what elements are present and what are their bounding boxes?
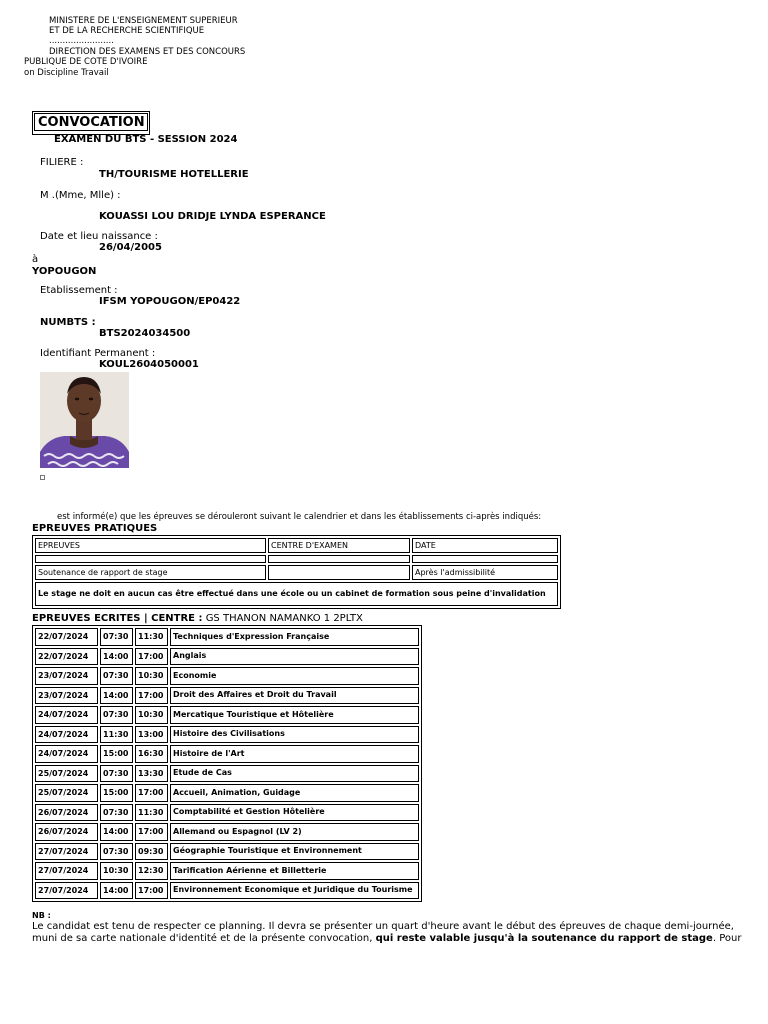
table-note-row <box>35 582 558 606</box>
start-time-cell: 07:30 <box>100 706 133 724</box>
written-heading-label: EPREUVES ECRITES | CENTRE : <box>32 613 203 624</box>
empty-cell <box>412 555 558 563</box>
date-cell: 27/07/2024 <box>35 862 98 880</box>
start-time-cell: 14:00 <box>100 648 133 666</box>
subject-cell: Tarification Aérienne et Billetterie <box>170 862 419 880</box>
nb-text-bold: qui reste valable jusqu'à la soutenance du rapport de stage <box>375 933 713 944</box>
written-schedule-body <box>35 628 419 899</box>
end-time-cell: 11:30 <box>135 804 168 822</box>
table-row <box>35 726 419 744</box>
table-row <box>35 628 419 646</box>
end-time-cell: 13:00 <box>135 726 168 744</box>
start-time-cell: 07:30 <box>100 843 133 861</box>
table-row-empty <box>35 555 558 563</box>
birth-date: 26/04/2005 <box>99 242 162 253</box>
date-cell: 27/07/2024 <box>35 882 98 900</box>
table-row <box>35 765 419 783</box>
subject-cell: Economie <box>170 667 419 685</box>
date-cell: 27/07/2024 <box>35 843 98 861</box>
start-time-cell: 14:00 <box>100 882 133 900</box>
republic-line: PUBLIQUE DE COTE D'IVOIRE <box>24 57 148 67</box>
date-cell: 22/07/2024 <box>35 628 98 646</box>
end-time-cell: 09:30 <box>135 843 168 861</box>
numbts-label: NUMBTS : <box>40 317 96 328</box>
republic-motto: on Discipline Travail <box>24 67 109 78</box>
date-cell: 24/07/2024 <box>35 745 98 763</box>
start-time-cell: 14:00 <box>100 687 133 705</box>
table-row <box>35 882 419 900</box>
numbts-value: BTS2024034500 <box>99 328 191 339</box>
start-time-cell: 15:00 <box>100 784 133 802</box>
practical-table <box>32 535 561 609</box>
document-title: CONVOCATION <box>34 113 148 131</box>
subject-cell: Comptabilité et Gestion Hôtelière <box>170 804 419 822</box>
written-heading <box>32 613 363 624</box>
ministry-line: ........................ <box>49 36 114 47</box>
nb-label: NB : <box>32 911 51 920</box>
centre-cell <box>268 565 410 580</box>
date-cell: 25/07/2024 <box>35 784 98 802</box>
end-time-cell: 12:30 <box>135 862 168 880</box>
etablissement-label: Etablissement : <box>40 285 118 296</box>
subject-cell: Allemand ou Espagnol (LV 2) <box>170 823 419 841</box>
candidate-photo <box>40 372 129 468</box>
subject-cell: Géographie Touristique et Environnement <box>170 843 419 861</box>
date-cell: 26/07/2024 <box>35 804 98 822</box>
date-cell: Après l'admissibilité <box>412 565 558 580</box>
empty-cell <box>268 555 410 563</box>
start-time-cell: 14:00 <box>100 823 133 841</box>
table-row <box>35 565 558 580</box>
table-row <box>35 706 419 724</box>
document-title-box <box>32 111 150 135</box>
table-row <box>35 862 419 880</box>
date-cell: 22/07/2024 <box>35 648 98 666</box>
intro-text: est informé(e) que les épreuves se dérouleront suivant le calendrier et dans les établissements ci-après indiqués: <box>57 512 542 522</box>
subject-cell: Environnement Economique et Juridique du Tourisme <box>170 882 419 900</box>
table-row <box>35 784 419 802</box>
candidate-name: KOUASSI LOU DRIDJE LYNDA ESPERANCE <box>99 211 326 222</box>
table-row <box>35 648 419 666</box>
start-time-cell: 15:00 <box>100 745 133 763</box>
end-time-cell: 17:00 <box>135 882 168 900</box>
start-time-cell: 07:30 <box>100 765 133 783</box>
filiere-value: TH/TOURISME HOTELLERIE <box>99 169 249 180</box>
start-time-cell: 10:30 <box>100 862 133 880</box>
subject-cell: Techniques d'Expression Française <box>170 628 419 646</box>
header-cell: CENTRE D'EXAMEN <box>268 538 410 553</box>
subject-cell: Accueil, Animation, Guidage <box>170 784 419 802</box>
end-time-cell: 17:00 <box>135 648 168 666</box>
subject-cell: Mercatique Touristique et Hôtelière <box>170 706 419 724</box>
empty-cell <box>35 555 266 563</box>
table-header-row <box>35 538 558 553</box>
small-checkbox-marker <box>40 475 45 480</box>
end-time-cell: 10:30 <box>135 667 168 685</box>
table-row <box>35 804 419 822</box>
end-time-cell: 17:00 <box>135 784 168 802</box>
subject-cell: Histoire des Civilisations <box>170 726 419 744</box>
table-row <box>35 667 419 685</box>
subject-cell: Droit des Affaires et Droit du Travail <box>170 687 419 705</box>
header-cell: EPREUVES <box>35 538 266 553</box>
filiere-label: FILIERE : <box>40 157 84 168</box>
identifiant-label: Identifiant Permanent : <box>40 348 156 359</box>
date-cell: 24/07/2024 <box>35 726 98 744</box>
date-cell: 23/07/2024 <box>35 687 98 705</box>
birth-place: YOPOUGON <box>32 266 97 277</box>
ministry-line: ET DE LA RECHERCHE SCIENTIFIQUE <box>49 26 205 37</box>
table-row <box>35 843 419 861</box>
date-cell: 23/07/2024 <box>35 667 98 685</box>
end-time-cell: 17:00 <box>135 823 168 841</box>
birth-a: à <box>32 254 39 265</box>
ministry-line: MINISTERE DE L'ENSEIGNEMENT SUPERIEUR <box>49 16 238 26</box>
identifiant-value: KOUL2604050001 <box>99 359 199 370</box>
start-time-cell: 07:30 <box>100 628 133 646</box>
subject-cell: Histoire de l'Art <box>170 745 419 763</box>
ministry-header <box>49 16 245 57</box>
practical-heading: EPREUVES PRATIQUES <box>32 523 158 534</box>
table-row <box>35 687 419 705</box>
nb-paragraph <box>32 921 744 945</box>
nb-text-2: . Pour <box>712 933 742 944</box>
table-row <box>35 745 419 763</box>
table-row <box>35 823 419 841</box>
end-time-cell: 17:00 <box>135 687 168 705</box>
written-schedule-table <box>32 625 422 902</box>
subject-cell: Etude de Cas <box>170 765 419 783</box>
end-time-cell: 13:30 <box>135 765 168 783</box>
epreuve-cell: Soutenance de rapport de stage <box>35 565 266 580</box>
republic-header <box>24 57 147 78</box>
etablissement-value: IFSM YOPOUGON/EP0422 <box>99 296 241 307</box>
start-time-cell: 11:30 <box>100 726 133 744</box>
date-cell: 26/07/2024 <box>35 823 98 841</box>
practical-note: Le stage ne doit en aucun cas être effectué dans une école ou un cabinet de formation sous peine d'invalidation <box>35 582 558 606</box>
header-cell: DATE <box>412 538 558 553</box>
birth-label: Date et lieu naissance : <box>40 231 158 242</box>
start-time-cell: 07:30 <box>100 667 133 685</box>
ministry-line: DIRECTION DES EXAMENS ET DES CONCOURS <box>49 46 246 57</box>
end-time-cell: 16:30 <box>135 745 168 763</box>
end-time-cell: 11:30 <box>135 628 168 646</box>
end-time-cell: 10:30 <box>135 706 168 724</box>
name-label: M .(Mme, Mlle) : <box>40 190 121 201</box>
exam-session: EXAMEN DU BTS - SESSION 2024 <box>54 134 238 145</box>
subject-cell: Anglais <box>170 648 419 666</box>
nb-text-1: Le candidat est tenu de respecter ce planning. Il devra se présenter un quart d'heure avant le début des épreuves de chaque demi-journée, muni de sa carte nationale d'identité et de la présente convocation, <box>32 921 734 944</box>
date-cell: 25/07/2024 <box>35 765 98 783</box>
written-centre: GS THANON NAMANKO 1 2PLTX <box>205 613 363 624</box>
start-time-cell: 07:30 <box>100 804 133 822</box>
date-cell: 24/07/2024 <box>35 706 98 724</box>
